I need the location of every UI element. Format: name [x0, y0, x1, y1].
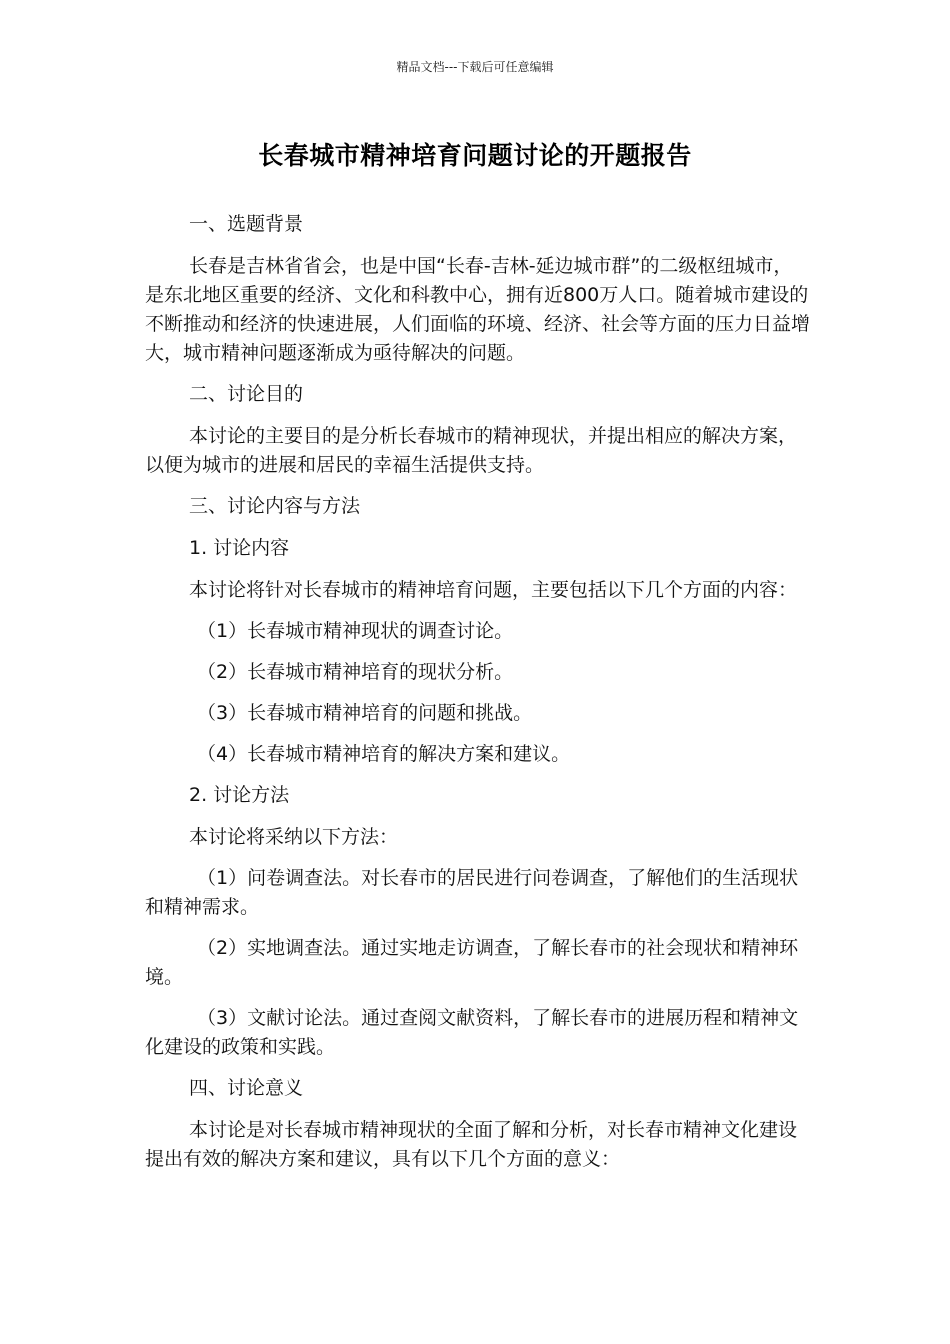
list-item-content-2: （2）长春城市精神培育的现状分析。: [197, 661, 514, 683]
section-heading-purpose: 二、讨论目的: [189, 383, 304, 405]
paragraph-purpose: 本讨论的主要目的是分析长春城市的精神现状，并提出相应的解决方案，以便为城市的进展和居民的幸福生活提供支持。: [145, 425, 798, 476]
paragraph-content-intro: 本讨论将针对长春城市的精神培育问题，主要包括以下几个方面的内容：: [189, 579, 798, 601]
list-item-content-1: （1）长春城市精神现状的调查讨论。: [197, 620, 514, 642]
subheading-content: 1. 讨论内容: [189, 537, 290, 559]
list-item-method-3: （3）文献讨论法。通过查阅文献资料，了解长春市的进展历程和精神文化建设的政策和实践。: [145, 1007, 799, 1058]
section-heading-background: 一、选题背景: [189, 213, 304, 235]
document-title: 长春城市精神培育问题讨论的开题报告: [258, 141, 692, 170]
list-item-method-2: （2）实地调查法。通过实地走访调查，了解长春市的社会现状和精神环境。: [145, 937, 799, 988]
list-item-content-4: （4）长春城市精神培育的解决方案和建议。: [197, 743, 571, 765]
list-item-method-1: （1）问卷调查法。对长春市的居民进行问卷调查，了解他们的生活现状和精神需求。: [145, 867, 799, 918]
section-heading-significance: 四、讨论意义: [189, 1077, 304, 1099]
paragraph-background: 长春是吉林省省会，也是中国“长春-吉林-延边城市群”的二级枢纽城市，是东北地区重要的经济、文化和科教中心，拥有近800万人口。随着城市建设的不断推动和经济的快速进展，人们面临的环境、经济、社会等方面的压力日益增大，城市精神问题逐渐成为亟待解决的问题。: [145, 255, 811, 364]
header-note: 精品文档---下载后可任意编辑: [396, 60, 554, 74]
document-body: [145, 210, 810, 1186]
list-item-content-3: （3）长春城市精神培育的问题和挑战。: [197, 702, 533, 724]
paragraph-method-intro: 本讨论将采纳以下方法：: [189, 826, 399, 848]
section-heading-content-method: 三、讨论内容与方法: [189, 495, 361, 517]
paragraph-significance: 本讨论是对长春城市精神现状的全面了解和分析，对长春市精神文化建设提出有效的解决方案和建议，具有以下几个方面的意义：: [145, 1119, 798, 1170]
subheading-method: 2. 讨论方法: [189, 784, 290, 806]
